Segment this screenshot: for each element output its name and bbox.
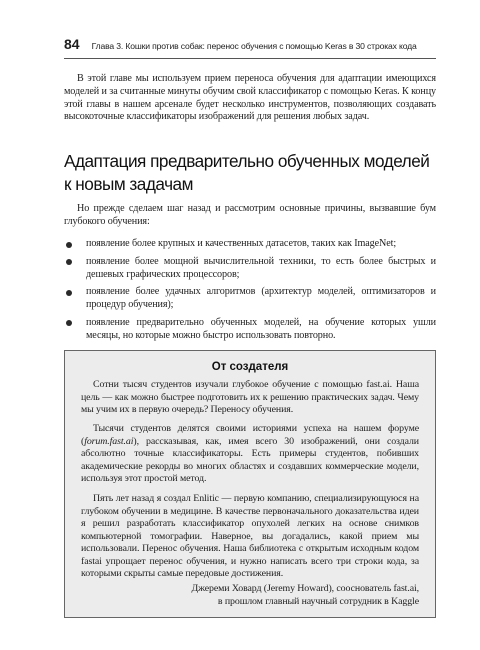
list-item-text: появление более удачных алгоритмов (архитектур моделей, оптимизаторов и процедур обучения); <box>86 286 436 311</box>
running-head: Глава 3. Кошки против собак: перенос обучения с помощью Keras в 30 строках кода <box>91 41 417 51</box>
list-item <box>64 238 436 251</box>
author-sidebar <box>64 350 436 618</box>
list-item-text: появление более крупных и качественных датасетов, таких как ImageNet; <box>86 238 397 249</box>
list-item-text: появление более мощной вычислительной техники, то есть более быстрых и дешевых графических процессоров; <box>86 255 436 280</box>
sidebar-paragraph-2-end: ), рассказывая, как, имея всего 30 изображений, они создали абсолютно точные классификаторы. Есть примеры студентов, побивших академические рекорды во многих областях и создавших коммерческие модели, используя этот простой метод. <box>81 435 419 484</box>
signature-line-2: в прошлом главный научный сотрудник в Kaggle <box>217 595 419 607</box>
sidebar-paragraph-1: Сотни тысяч студентов изучали глубокое обучение с помощью fast.ai. Наша цель — как можно быстрее подготовить их к решению практических задач. Чему мы учим их в первую очередь? Переносу обучения. <box>81 379 419 415</box>
list-item <box>64 286 436 312</box>
page-header <box>64 36 436 58</box>
sidebar-paragraph-2-start: Тысячи студентов делятся своими историями успеха на нашем форуме ( <box>81 423 419 447</box>
bullet-icon <box>66 259 72 265</box>
header-rule <box>64 58 436 59</box>
signature-line-1: Джереми Ховард (Jeremy Howard), сооснователь fast.ai, <box>191 583 419 594</box>
intro-paragraph: В этой главе мы используем прием переноса обучения для адаптации имеющихся моделей и за считанные минуты обучим свой классификатор с помощью Keras. К концу этой главы в нашем арсенале будет несколько инструментов, позволяющих создавать высокоточные классификаторы изображений для решения любых задач. <box>64 73 436 123</box>
author-signature <box>192 583 420 608</box>
page-number: 84 <box>64 36 80 52</box>
bullet-icon <box>66 320 72 326</box>
sidebar-title: От создателя <box>211 361 289 373</box>
list-item <box>64 256 436 282</box>
bullet-icon <box>66 242 72 248</box>
forum-link[interactable]: forum.fast.ai <box>84 435 134 447</box>
bullet-list <box>64 238 436 348</box>
list-item-text: появление предварительно обученных моделей, на обучение которых ушли месяцы, но которые можно быстро использовать повторно. <box>86 316 436 341</box>
sidebar-paragraph-2 <box>81 423 419 486</box>
section-heading: Адаптация предварительно обученных моделей к новым задачам <box>64 151 430 194</box>
sidebar-paragraph-3: Пять лет назад я создал Enlitic — первую компанию, специализирующуюся на глубоком обучении в медицине. В качестве первоначального доказательства идеи я решил разработать классификатор опухолей легких на основе снимков компьютерной томографии. Наверное, вы догадались, какой прием мы использовали. Перенос обучения. Наша библиотека с открытым исходным кодом fastai упрощает перенос обучения, и нужно написать всего три строки кода, за которыми скрыты самые передовые достижения. <box>81 493 419 579</box>
lead-paragraph: Но прежде сделаем шаг назад и рассмотрим основные причины, вызвавшие бум глубокого обучения: <box>64 203 436 227</box>
list-item <box>64 317 436 343</box>
bullet-icon <box>66 290 72 296</box>
